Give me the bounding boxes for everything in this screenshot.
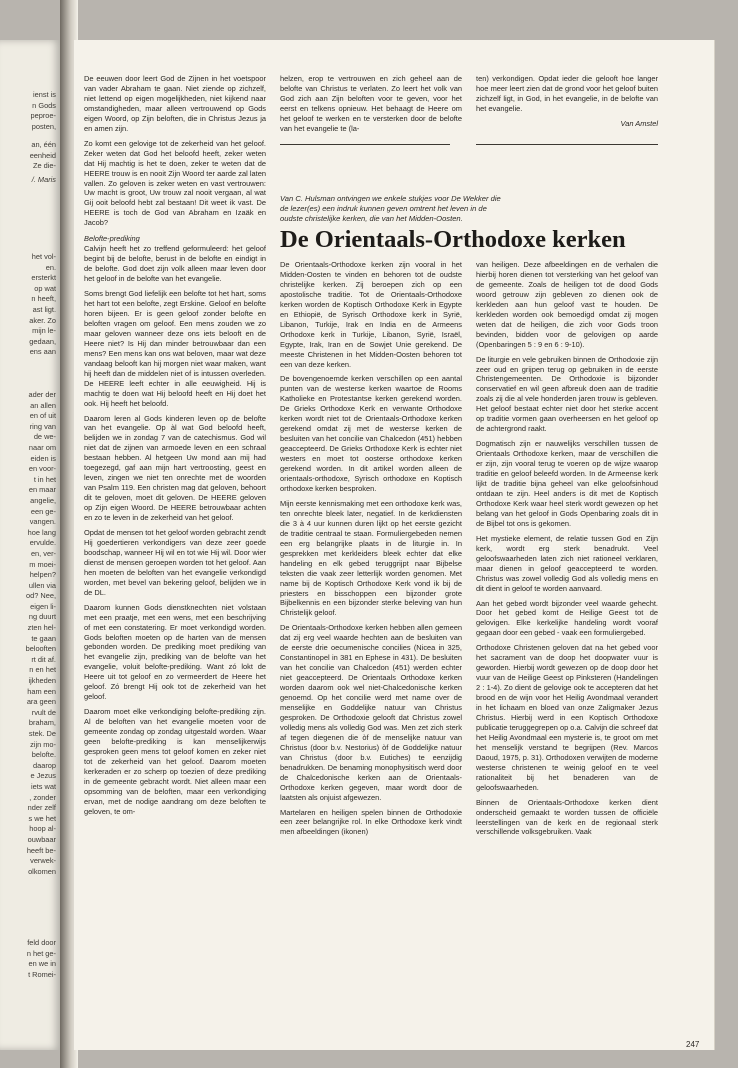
paragraph: De Orientaals-Orthodoxe kerken hebben allen gemeen dat zij erg veel waarde hechten aan de besluiten van de eerste drie oecumenische concilies (Nicea in 325, Constantinopel in 381 en Ephese in 431). De besluiten van het concilie van Chalcedon (451) werden echter niet geaccepteerd. De Orientaals Orthodoxe kerken worden daarom ook wel niet-Chalcedonische kerken genoemd. Op het concilie werd met name over de menselijke en Goddelijke natuur van Christus gesproken. De Orthodoxie gelooft dat Christus zowel volledig mens als volledig God was. Men zet zich sterk af tegen diegenen die òf de menselijke natuur van Christus (door b.v. Nestorius) òf de Goddelijke natuur van Christus (door b.v. Eutiches) te eenzijdig benadrukken. De benaming monophysitisch werd door de Chalcedonische kerken aan de Orientaals-Orthodoxe kerken gegeven, maar wordt door de laatsten als onjuist afgewezen.	[280, 623, 462, 802]
paragraph: ten) verkondigen. Opdat ieder die gelooft hoe langer hoe meer leert zien dat de grond voor het geloof buiten zichzelf ligt, in God, in het evangelie, in de belofte van het evangelie.	[476, 74, 658, 113]
column-2-top	[280, 74, 462, 139]
column-1	[84, 74, 266, 822]
edge-fragment: ader der an allen en of uit ring van de we- naar om eiden is en voor- t in het en maar angelie, een ge- vangen. hoe lang ervulde. en, ver- m moei- helpen? ullen via od? Nee, eigen li- ng duurt zten hel- te gaan belooften rt dit af. n en het ijkheden ham een ara geen rvult de braham, stek. De zijn mo- belofte. daarop e Jezus iets wat , zonder nder zelf s we het hoop al- ouwbaar heeft be- verwek- olkomen	[25, 390, 56, 876]
divider	[280, 144, 450, 145]
column-2-body	[280, 260, 462, 842]
paragraph: De Orientaals-Orthodoxe kerken zijn vooral in het Midden-Oosten te vinden en behoren tot de oudste christelijke kerken. Zij beroepen zich op een apostolische traditie. Tot de Orientaals-Orthodoxe kerken worden de Koptisch Orthodoxe Kerk in Egypte en Ethiopië, de Syrisch Orthodoxe kerk in Syrië, Libanon, Turkije, Irak en India en de Armeens Orthodoxe kerk in Turkije, Libanon, Syrië, Israël, Egypte, Irak, Iran en de Sowjet Unie gerekend. De meeste Christenen in het Midden-Oosten behoren tot een van deze kerken.	[280, 260, 462, 369]
paragraph: Calvijn heeft het zo treffend geformuleerd: het geloof begint bij de belofte, berust in de belofte en eindigt in de belofte. God doet zijn volk alleen maar leven door het geloof in de belofte van het evangelie.	[84, 244, 266, 284]
paragraph: Daarom kunnen Gods dienstknechten niet volstaan met een praatje, met een wens, met een beschrijving of met een constatering. Er moet verkondigd worden. Gods beloften moeten op de harten van de mensen gebonden worden. De prediking moet prediking van het evangelie zijn, prediking van de belofte van het evangelie, voluit belofte-prediking. Want zó lokt de Heere uit tot geloof en zo vermeerdert de Heere het geloof. Zó brengt Hij ook tot de zekerheid van het geloof.	[84, 602, 266, 702]
paragraph: Daarom leren al Gods kinderen leven op de belofte van het evangelie. Op àl wat God beloofd heeft, belijden we in zondag 7 van de catechismus. God wil niet dat de zijnen van armoede leven en een schraal bestaan hebben. Al hetgeen Uw mond aan mij had toegezegd, gaf aan mijn hart vertroosting, geest en leven, zingen we niet ten onrechte met de woorden van Psalm 119. Een christen mag dat geloven, behoort dit te geloven, moet dit geloven. De HEERE geloven op Zijn eigen Woord. De HEERE betrouwbaar achten en zo te leven in de zekerheid van het geloof.	[84, 413, 266, 523]
edge-fragment: an, één eenheid Ze die-	[29, 140, 56, 171]
paragraph: Zo komt een gelovige tot de zekerheid van het geloof. Zeker weten dat God het beloofd heeft, zeker weten dat Hij machtig is het te doen, zeker te weten dat de HEERE trouw is en nooit Zijn Woord ter aarde zal laten vallen. Zo geloven is zeker weten en vast vertrouwen: Uw macht is groot, Uw trouw zal nooit vergaan, al wat Gij ooit beloofd hebt zal bestaan! Dit weet ik vast. De HEERE is toch de God van Abraham en Izaäk en Jacob?	[84, 138, 266, 228]
paragraph: De bovengenoemde kerken verschillen op een aantal punten van de westerse kerken waartoe de Rooms Katholieke en Protestantse kerken gerekend worden. De Grieks Orthodoxe Kerk en verwante Orthodoxe kerken wordt niet tot de Orientaals-Orthodoxe kerken gerekend omdat zij met de westerse kerken de besluiten van het concilie van Chalcedon (451) hebben geaccepteerd. De Grieks Orthodoxe Kerk is echter niet westers en moet tot oosterse orthodoxe kerken gerekend worden. In dit artikel worden alleen de orientaals-orthodoxe, Syrisch orthodoxe en Koptisch orthodoxe kerken besproken.	[280, 374, 462, 493]
paragraph: De liturgie en vele gebruiken binnen de Orthodoxie zijn zeer oud en grijpen terug op gebruiken in de eerste Christengemeenten. De Orthodoxie is bijzonder conservatief en wil geen afbreuk doen aan de traditie zoals zij die al vele honderden jaren trouw is gebleven. Het geloof bestaat echter niet door het sterke accent op traditie vormen gaan overheersen en het geloof op de achtergrond raakt.	[476, 354, 658, 434]
paragraph: De eeuwen door leert God de Zijnen in het voetspoor van vader Abraham te gaan. Niet ziende op zichzelf, niet lettend op eigen mogelijkheden, niet kijkend naar omstandigheden, maar alleen vertrouwend op Gods eigen Woord, op Zijn beloften, die in Christus Jezus ja en amen zijn.	[84, 74, 266, 133]
subheading: Belofte-prediking	[84, 234, 140, 244]
article-title: De Orientaals-Orthodoxe kerken	[280, 226, 626, 253]
paragraph: Opdat de mensen tot het geloof worden gebracht zendt Hij goedertieren verkondigers van deze zeer goede boodschap, wanneer Hij wil en tot wie Hij wil. Door wier dienst de mensen geroepen worden tot het geloof. Aan hen moeten de beloften van het evangelie verkondigd worden, met bevel van bekering geloof, belijden we in de DL.	[84, 527, 266, 597]
edge-fragment: feld door n het ge- en we in t Romei-	[26, 938, 56, 979]
signature: Van Amstel	[620, 118, 658, 128]
page	[74, 40, 714, 1050]
paragraph: Het mystieke element, de relatie tussen God en Zijn kerk, wordt erg sterk benadrukt. Veel geloofswaarheden laten zich niet rationeel verklaren, maar dienen in geloof geaccepteerd te worden. Christus was zowel volledig God als volledig mens en dit dient in geloof te worden aanvaard.	[476, 533, 658, 593]
paragraph: Dogmatisch zijn er nauwelijks verschillen tussen de Orientaals Orthodoxe kerken, maar de verschillen die er zijn, zijn vooral terug te voeren op de wijze waarop traditie en geloof beleefd worden. In de Armeense kerk lijkt de traditie bijna geheel van elke geloofsinhoud ontdaan te zijn. Heel anders is dit met de Koptisch Orthodoxe Kerk waar heel sterk wordt gewezen op het belang van het geloof in Gods Openbaring zoals dit in de Bijbel tot ons is gekomen.	[476, 439, 658, 528]
paragraph: Soms brengt God liefelijk een belofte tot het hart, soms het hart tot een belofte, zegt Erskine. Geloof en belofte horen bijeen. Er is geen geloof zonder belofte en beloften vragen om geloof. Een mens zouden we zo maar geloven wanneer deze ons iets belooft en de Heere niet? Is Hij dan minder betrouwbaar dan een mens? Een mens kan ons wat beloven, maar wat deze vandaag belooft kan hij morgen niet waar maken, want hij heeft dan de middelen niet of is intussen overleden. De HEERE leeft echter in alle eeuwigheid. Hij is machtig te doen wat Hij beloofd heeft en Hij doet het ook. Hij heeft het beloofd.	[84, 289, 266, 408]
edge-fragment: /. Maris	[31, 175, 56, 184]
edge-fragment: ienst is n Gods peproe- posten,	[30, 90, 56, 131]
paragraph: Orthodoxe Christenen geloven dat na het gebed voor het sacrament van de doop het doopwater vuur is geworden. Hierbij wordt gewezen op de doop door het vuur van de Heilige Geest op Pinksteren (Handelingen 2 : 1-4). Zo dient de gelovige ook te accepteren dat het brood en de wijn voor het Heilig Avondmaal verandert in het lichaam en bloed van onze Zaligmaker Jezus Christus. Hierbij werd in een Koptisch Orthodoxe publicatie teruggegrepen op o.a. Calvijn die schreef dat het Heilig Avondmaal een mysterie is, te groot om met het menselijk verstand te begrijpen (Rev. Marcos Daoud, 1975, p. 31). Orthodoxen verwijten de moderne westerse christenen te weinig geloof en te veel rationaliteit bij het benaderen van de geloofswaarheden.	[476, 643, 658, 792]
edge-fragment: het vol- en. ersterkt op wat n heeft, ast ligt. aker. Zo mijn le- gedaan, ens aan	[29, 252, 56, 357]
paragraph: van heiligen. Deze afbeeldingen en de verhalen die hierbij horen dienen tot versterking van het geloof van de gemeente. Zoals de heiligen tot de dood Gods woord getrouw zijn gebleven zo dienen ook de kerkleden aan hun geloof vast te houden. De kerkleden worden ook bemoedigd omdat zij mogen weten dat de heiligen, die zich voor Gods troon bevinden, bidden voor de gelovigen op aarde (Openbaringen 5 : 9 en 6 : 9-10).	[476, 260, 658, 349]
paragraph: Martelaren en heiligen spelen binnen de Orthodoxie een zeer belangrijke rol. In elke Orthodoxe kerk vindt men afbeeldingen (ikonen)	[280, 807, 462, 837]
column-3-body	[476, 260, 658, 842]
paragraph: Binnen de Orientaals-Orthodoxe kerken dient onderscheid gemaakt te worden tussen de officiële leerstellingen van de kerk en de regionaal sterk verschillende volksgebruiken. Vaak	[476, 797, 658, 837]
previous-page-edge	[0, 40, 62, 1050]
paragraph: Aan het gebed wordt bijzonder veel waarde gehecht. Door het gebed komt de Heilige Geest tot de gelovigen. Elke kerkelijke handeling wordt vooraf gegaan door een gebed - vaak een formuliergebed.	[476, 598, 658, 638]
column-3-top	[476, 74, 658, 134]
paragraph: helzen, erop te vertrouwen en zich geheel aan de belofte van Christus te verlaten. Zo leert het volk van God zich aan Zijn beloften voor te geven, voor het eerst en telkens opnieuw. Het behaagt de Heere om het geloof te werken en te versterken door de belofte van het evangelie te (la-	[280, 74, 462, 133]
paragraph: Mijn eerste kennismaking met een orthodoxe kerk was, ten onrechte bleek later, negatief. In de kerkdiensten die 3 à 4 uur kunnen duren lijkt op het eerste gezicht de traditie centraal te staan. Formuliergebeden nemen een erg belangrijke plaats in de liturgie in. In gesprekken met kerkleiders bleek echter dat elke handeling en elk gebed teruggrijpt naar Bijbelse teksten die vaak zeer letterlijk worden genomen. Met name bij de Koptisch Orthodoxe Kerk vond ik bij de priesters en bisschoppen een bijzonder grote Bijbelkennis en een bijzonder sterke beleving van hun Christelijk geloof.	[280, 498, 462, 618]
page-number: 247	[686, 1040, 700, 1049]
paragraph: Daarom moet elke verkondiging belofte-prediking zijn. Al de beloften van het evangelie moeten voor de gemeente zondag op zondag uitgestald worden. Waar geen belofte-prediking is kan menselijkerwijs gesproken geen mens tot geloof komen en zeker niet tot de zekerheid van het geloof. Daarom moeten kerkeraden er zo scherp op toezien of deze prediking in de gemeente gebracht wordt. Niet alleen maar een opsomming van de beloften, maar een verkondiging ervan, met de nodige aandrang om deze beloften te geloven, te om-	[84, 707, 266, 816]
divider	[476, 144, 658, 145]
article-intro: Van C. Hulsman ontvingen we enkele stukjes voor De Wekker die de lezer(es) een indruk kunnen geven omtrent het leven in de oudste christelijke kerken, die van het Midden-Oosten.	[280, 194, 501, 223]
